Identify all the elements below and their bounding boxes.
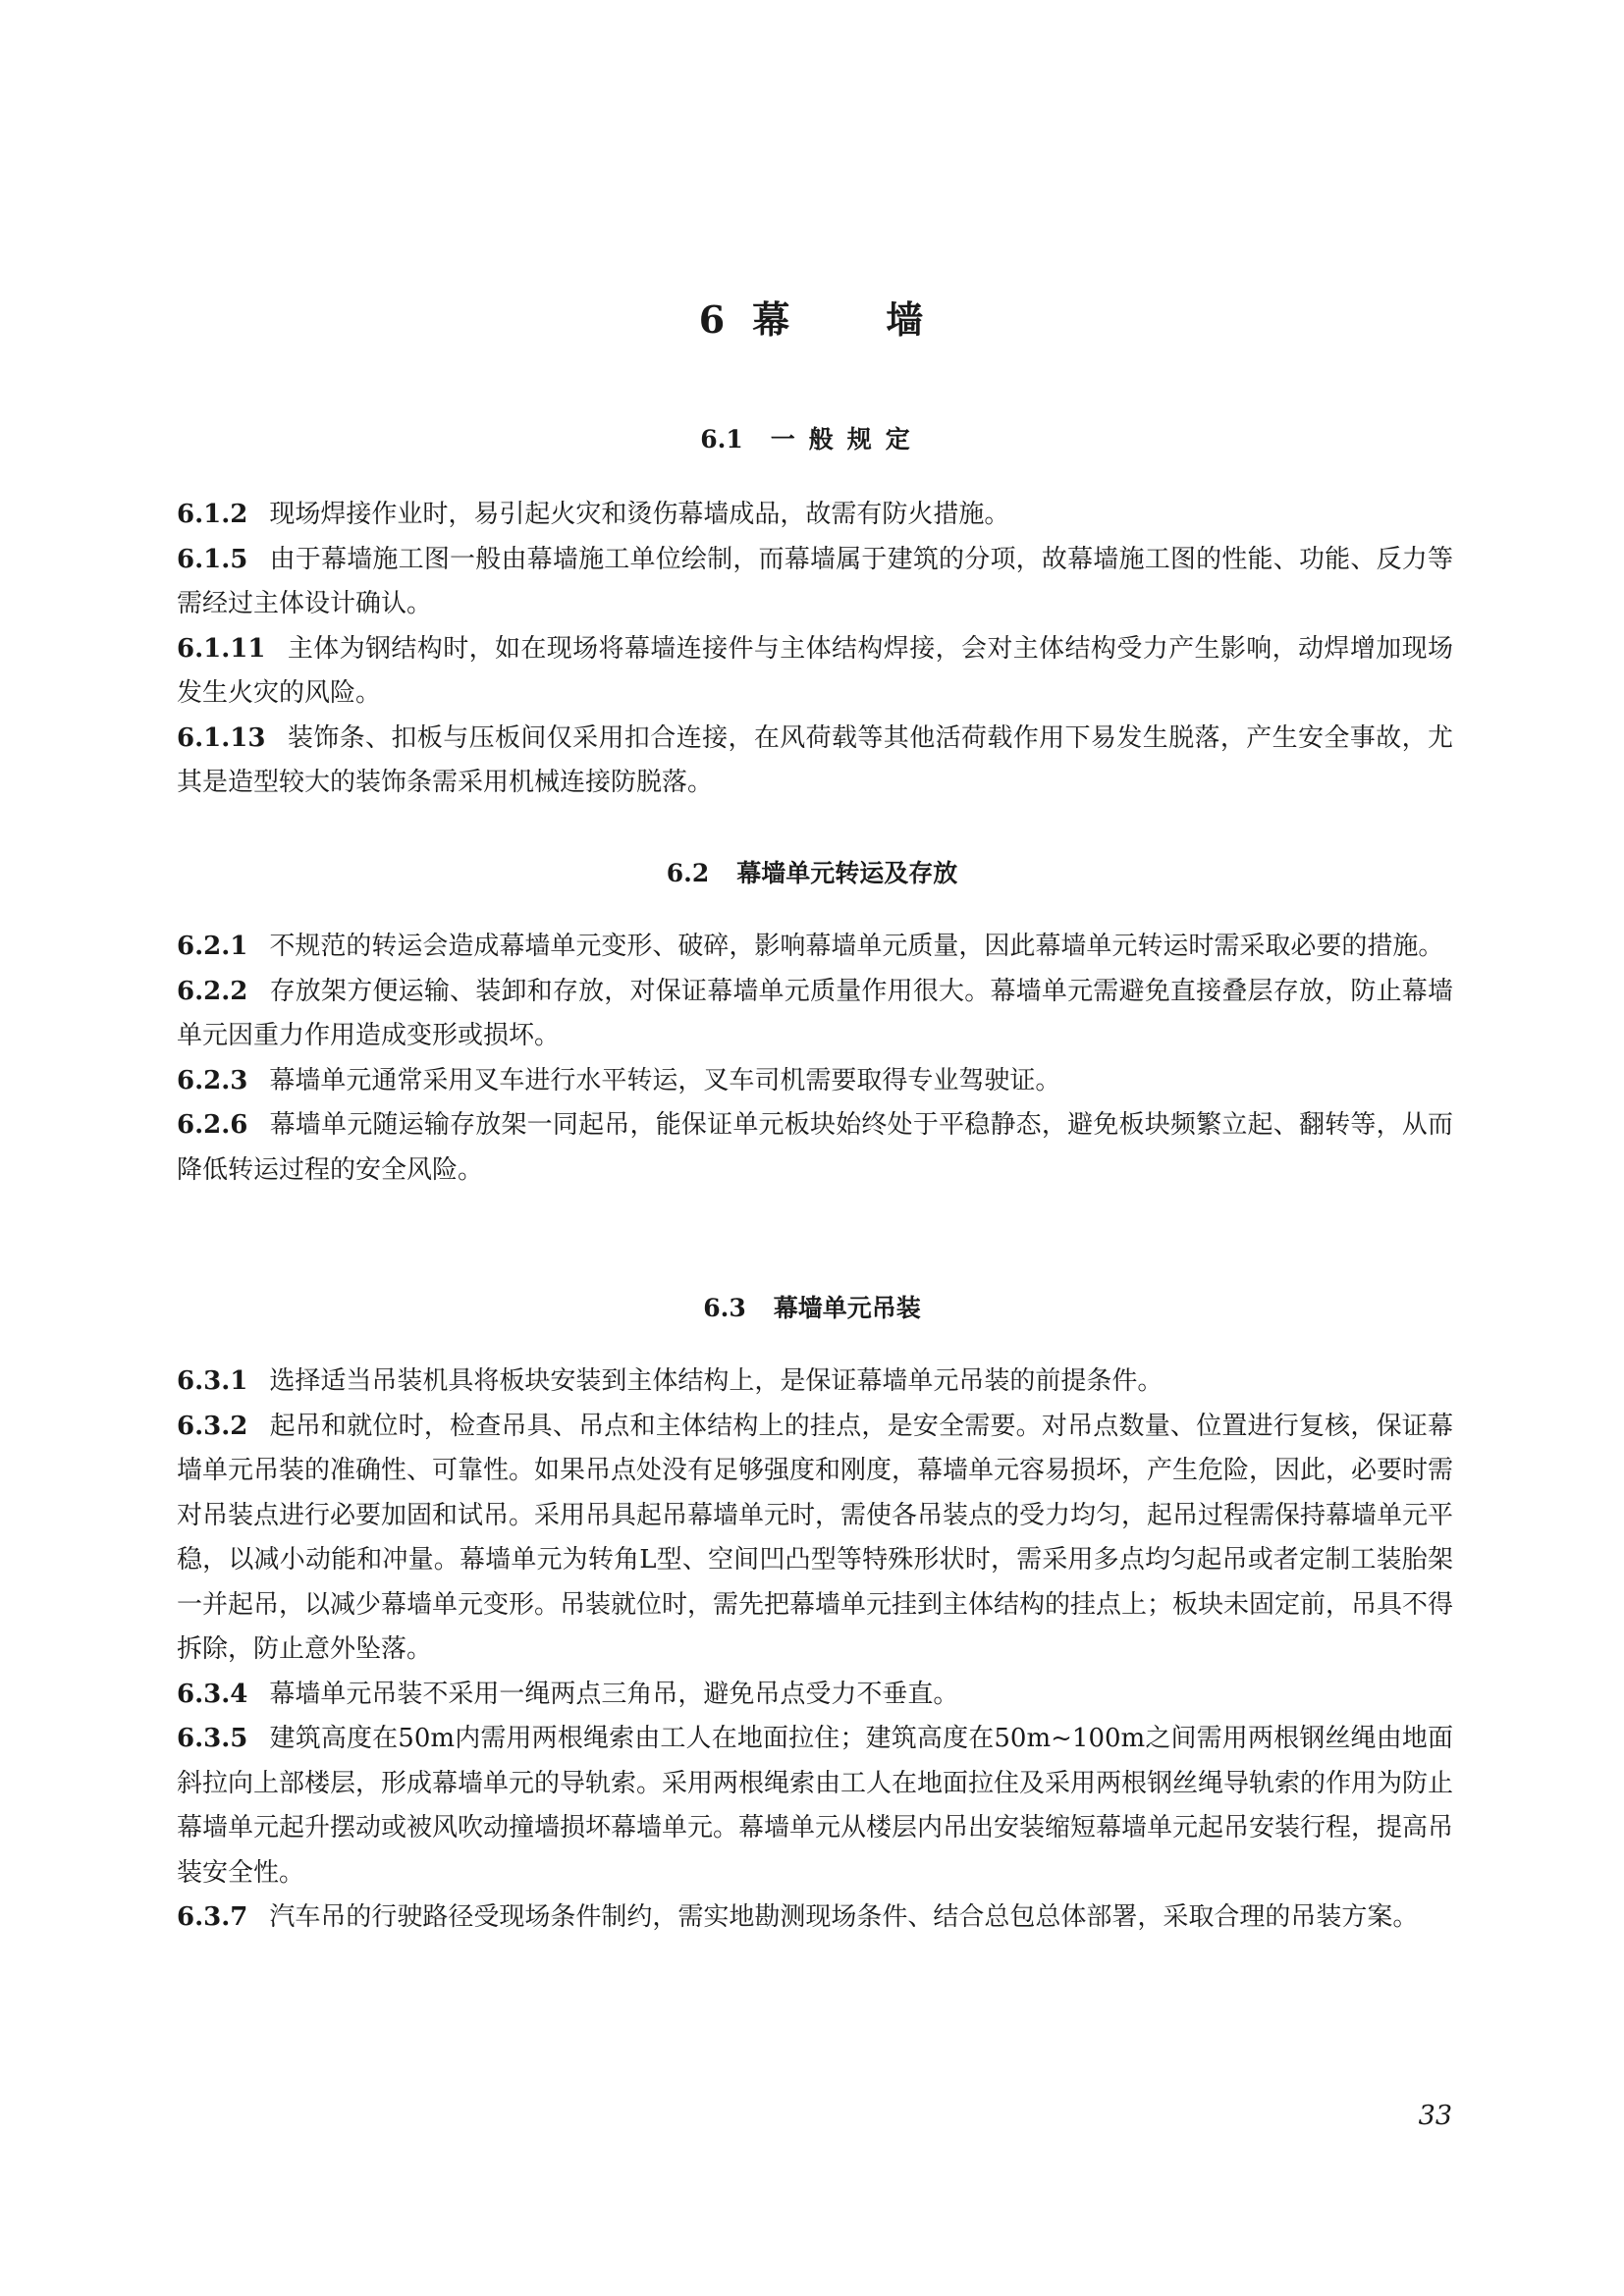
clause-number: 6.3.1 [177,1366,248,1396]
chapter-title [0,290,1624,344]
clause-number: 6.1.11 [177,633,266,664]
section-name: 一般规定 [770,425,924,454]
clause-number: 6.3.5 [177,1724,248,1753]
clause [177,1673,1453,1718]
clause-number: 6.2.2 [177,976,248,1006]
page-number: 33 [1418,2101,1452,2131]
clause [177,717,1453,806]
section-name: 幕墙单元吊装 [773,1294,921,1322]
clause-text: 幕墙单元吊装不采用一绳两点三角吊，避免吊点受力不垂直。 [269,1679,959,1709]
clause [177,493,1453,538]
clause-text: 主体为钢结构时，如在现场将幕墙连接件与主体结构焊接，会对主体结构受力产生影响，动焊增加现场发生火灾的风险。 [177,633,1453,708]
clause [177,1405,1453,1673]
clause-text: 建筑高度在50m内需用两根绳索由工人在地面拉住；建筑高度在50m~100m之间需用两根钢丝绳由地面斜拉向上部楼层，形成幕墙单元的导轨索。采用两根绳索由工人在地面拉住及采用两根钢丝绳导轨索的作用为防止幕墙单元起升摆动或被风吹动撞墙损坏幕墙单元。幕墙单元从楼层内吊出安装缩短幕墙单元起吊安装行程，提高吊装安全性。 [177,1724,1454,1888]
clause-text: 幕墙单元通常采用叉车进行水平转运，叉车司机需要取得专业驾驶证。 [269,1065,1061,1095]
clause-list [177,493,1453,806]
clause-number: 6.1.5 [177,544,248,574]
clause-text: 现场焊接作业时，易引起火灾和烫伤幕墙成品，故需有防火措施。 [269,500,1010,529]
clause [177,1103,1453,1193]
section-number: 6.3 [703,1294,746,1322]
clause-number: 6.3.2 [177,1411,248,1441]
clause [177,627,1453,717]
clause-text: 汽车吊的行驶路径受现场条件制约，需实地勘测现场条件、结合总包总体部署，采取合理的吊装方案。 [269,1902,1419,1932]
clause-list [177,1360,1453,1941]
chapter-number: 6 [698,297,728,342]
clause-list [177,925,1453,1193]
clause-text: 由于幕墙施工图一般由幕墙施工单位绘制，而幕墙属于建筑的分项，故幕墙施工图的性能、功能、反力等需经过主体设计确认。 [177,544,1453,618]
clause [177,925,1453,970]
section-name: 幕墙单元转运及存放 [736,859,958,887]
section-number: 6.1 [700,425,743,454]
clause-text: 选择适当吊装机具将板块安装到主体结构上，是保证幕墙单元吊装的前提条件。 [269,1366,1164,1396]
clause-number: 6.3.4 [177,1679,248,1709]
clause-number: 6.2.1 [177,932,248,961]
clause [177,538,1453,627]
section-number: 6.2 [666,859,710,887]
chapter-title-char: 幕 [752,297,792,342]
clause-number: 6.2.6 [177,1110,248,1140]
clause-number: 6.1.13 [177,722,266,753]
clause-number: 6.1.2 [177,500,248,529]
clause-text: 不规范的转运会造成幕墙单元变形、破碎，影响幕墙单元质量，因此幕墙单元转运时需采取必要的措施。 [269,932,1444,961]
clause [177,1717,1453,1896]
clause-text: 幕墙单元随运输存放架一同起吊，能保证单元板块始终处于平稳静态，避免板块频繁立起、翻转等，从而降低转运过程的安全风险。 [177,1110,1453,1185]
clause [177,1360,1453,1405]
chapter-title-char: 墙 [886,297,926,342]
clause-number: 6.2.3 [177,1065,248,1095]
clause-number: 6.3.7 [177,1902,248,1932]
clause-text: 存放架方便运输、装卸和存放，对保证幕墙单元质量作用很大。幕墙单元需避免直接叠层存放，防止幕墙单元因重力作用造成变形或损坏。 [177,976,1453,1050]
section-title [0,854,1624,889]
clause [177,970,1453,1059]
clause [177,1896,1453,1941]
section-title [0,420,1624,455]
clause-text: 装饰条、扣板与压板间仅采用扣合连接，在风荷载等其他活荷载作用下易发生脱落，产生安全事故，尤其是造型较大的装饰条需采用机械连接防脱落。 [177,722,1453,797]
clause-text: 起吊和就位时，检查吊具、吊点和主体结构上的挂点，是安全需要。对吊点数量、位置进行复核，保证幕墙单元吊装的准确性、可靠性。如果吊点处没有足够强度和刚度，幕墙单元容易损坏，产生危险，因此，必要时需对吊装点进行必要加固和试吊。采用吊具起吊幕墙单元时，需使各吊装点的受力均匀，起吊过程需保持幕墙单元平稳，以减小动能和冲量。幕墙单元为转角L型、空间凹凸型等特殊形状时，需采用多点均匀起吊或者定制工装胎架一并起吊，以减少幕墙单元变形。吊装就位时，需先把幕墙单元挂到主体结构的挂点上；板块未固定前，吊具不得拆除，防止意外坠落。 [177,1411,1454,1664]
section-title [0,1289,1624,1324]
clause [177,1059,1453,1104]
